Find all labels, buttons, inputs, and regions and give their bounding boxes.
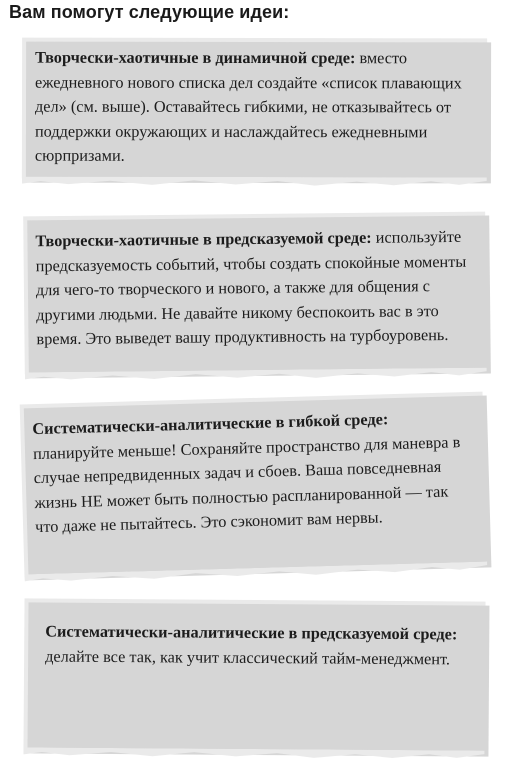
tip-body: вместо ежедневного нового списка дел создайте «список плавающих дел» (см. выше). Оставайтесь гибкими, не отказывайтесь от поддержки окружающих и наслаждайтесь ежедневными сюрпризами. — [34, 48, 462, 165]
tip-title: Творчески-хаотичные в предсказуемой среде: — [35, 227, 376, 251]
tip-card-creative-dynamic — [22, 38, 487, 180]
tip-card-creative-predictable — [23, 212, 487, 375]
section-heading: Вам помогут следующие идеи: — [9, 2, 290, 22]
tip-title: Систематически-аналитические в предсказуемой среде: — [45, 621, 458, 644]
tip-card-systematic-predictable — [23, 598, 485, 752]
tip-body: делайте все так, как учит классический тайм-менеджмент. — [45, 646, 451, 668]
tip-title: Систематически-аналитические в гибкой среде: — [32, 409, 389, 439]
tip-body: используйте предсказуемость событий, чтобы создать спокойные моменты для чего-то творческого и нового, а также для общения с другими людьми. Не давайте никому беспокоить вас в это время. Это выведет вашу продуктивность на турбоуровень. — [35, 226, 467, 349]
tip-body: планируйте меньше! Сохраняйте пространство для маневра в случае непредвиденных задач и сбоев. Ваша повседневная жизнь НЕ может быть полностью распланированной — так что даже не пытайтесь. Это сэкономит вам нервы. — [32, 431, 461, 537]
tip-title: Творчески-хаотичные в динамичной среде: — [35, 47, 360, 68]
tip-card-systematic-flexible — [20, 392, 488, 577]
